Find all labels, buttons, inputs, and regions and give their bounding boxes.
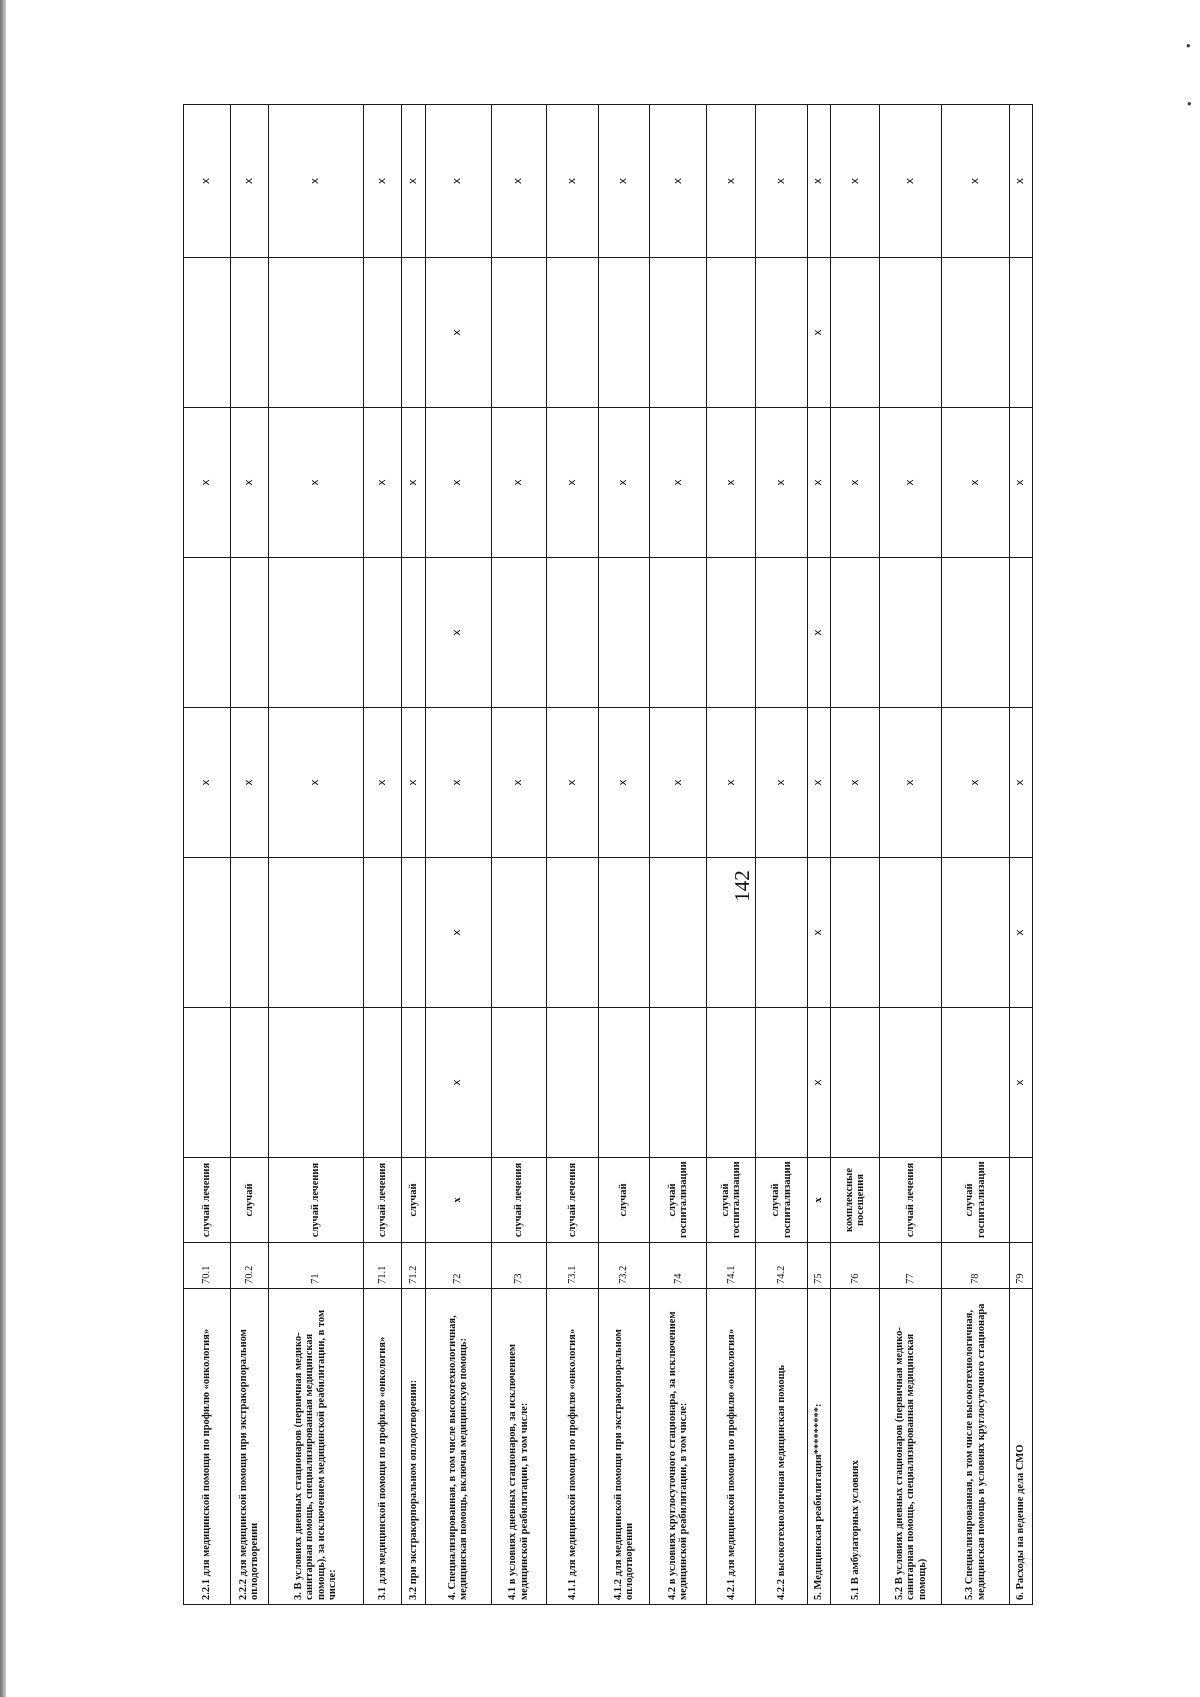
table-cell: х bbox=[425, 558, 491, 708]
table-cell bbox=[184, 1008, 231, 1158]
row-number: 78 bbox=[942, 1243, 1009, 1289]
row-name: 4.2.2 высокотехнологичная медицинская помощь bbox=[756, 1289, 808, 1605]
table-cell: х bbox=[598, 105, 650, 258]
table-cell bbox=[1009, 558, 1032, 708]
row-name: 2.2.2 для медицинской помощи при экстракорпоральном оплодотворении bbox=[230, 1289, 269, 1605]
table-cell bbox=[756, 1008, 808, 1158]
table-cell bbox=[756, 558, 808, 708]
table-cell bbox=[547, 258, 599, 408]
table-cell: х bbox=[880, 708, 942, 858]
table-cell: х bbox=[269, 708, 363, 858]
table-cell bbox=[707, 858, 756, 1008]
table-cell: х bbox=[425, 858, 491, 1008]
table-row bbox=[269, 105, 363, 1605]
row-number: 70.2 bbox=[230, 1243, 269, 1289]
page-number: 142 bbox=[730, 870, 754, 902]
row-unit: случай лечения bbox=[269, 1158, 363, 1243]
row-number: 73.2 bbox=[598, 1243, 650, 1289]
table-cell bbox=[650, 858, 707, 1008]
row-unit bbox=[1009, 1158, 1032, 1243]
row-name: 5.3 Специализированная, в том числе высокотехнологичная, медицинская помощь в условиях круглосуточного стационара bbox=[942, 1289, 1009, 1605]
table-cell: х bbox=[425, 708, 491, 858]
table-row bbox=[363, 105, 402, 1605]
table-cell: х bbox=[808, 558, 831, 708]
table-cell: х bbox=[831, 408, 880, 558]
table-cell: х bbox=[547, 105, 599, 258]
table-cell: х bbox=[808, 1008, 831, 1158]
table-cell: х bbox=[184, 708, 231, 858]
table-cell bbox=[756, 258, 808, 408]
table-row bbox=[491, 105, 547, 1605]
table-cell bbox=[402, 1008, 425, 1158]
row-number: 74 bbox=[650, 1243, 707, 1289]
table-cell bbox=[942, 558, 1009, 708]
table-cell: х bbox=[184, 408, 231, 558]
table-cell: х bbox=[756, 708, 808, 858]
table-cell bbox=[184, 858, 231, 1008]
row-number: 73 bbox=[491, 1243, 547, 1289]
table-cell bbox=[880, 258, 942, 408]
table-cell bbox=[707, 258, 756, 408]
row-unit: случай госпитализации bbox=[756, 1158, 808, 1243]
table-cell bbox=[491, 1008, 547, 1158]
table-cell bbox=[831, 1008, 880, 1158]
table-cell bbox=[269, 858, 363, 1008]
row-name: 4.1.1 для медицинской помощи по профилю «онкология» bbox=[547, 1289, 599, 1605]
table-cell bbox=[598, 1008, 650, 1158]
row-number: 70.1 bbox=[184, 1243, 231, 1289]
table-cell bbox=[230, 558, 269, 708]
table-cell bbox=[230, 258, 269, 408]
table-cell: х bbox=[650, 408, 707, 558]
table-cell bbox=[880, 1008, 942, 1158]
table-cell bbox=[831, 258, 880, 408]
table-cell bbox=[598, 558, 650, 708]
table-cell: х bbox=[942, 408, 1009, 558]
table-cell: х bbox=[880, 408, 942, 558]
table-cell bbox=[880, 558, 942, 708]
row-unit: х bbox=[425, 1158, 491, 1243]
table-cell: х bbox=[491, 105, 547, 258]
table-cell bbox=[230, 1008, 269, 1158]
table-row bbox=[756, 105, 808, 1605]
table-cell: х bbox=[831, 105, 880, 258]
table-cell: х bbox=[707, 105, 756, 258]
table-cell bbox=[363, 558, 402, 708]
table-cell bbox=[184, 258, 231, 408]
table-cell: х bbox=[425, 105, 491, 258]
table-cell: х bbox=[269, 408, 363, 558]
table-cell bbox=[230, 858, 269, 1008]
table-cell bbox=[650, 258, 707, 408]
table-cell: х bbox=[942, 708, 1009, 858]
table-cell: х bbox=[756, 408, 808, 558]
table-cell bbox=[942, 1008, 1009, 1158]
table-row bbox=[808, 105, 831, 1605]
table-cell bbox=[598, 258, 650, 408]
row-number: 77 bbox=[880, 1243, 942, 1289]
row-number: 74.2 bbox=[756, 1243, 808, 1289]
table-cell: х bbox=[491, 408, 547, 558]
row-number: 75 bbox=[808, 1243, 831, 1289]
table-row bbox=[880, 105, 942, 1605]
row-name: 3.1 для медицинской помощи по профилю «онкология» bbox=[363, 1289, 402, 1605]
row-unit: случай госпитализации bbox=[942, 1158, 1009, 1243]
table-cell: х bbox=[831, 708, 880, 858]
table-cell: х bbox=[491, 708, 547, 858]
row-unit: случай bbox=[230, 1158, 269, 1243]
table-cell bbox=[363, 1008, 402, 1158]
row-unit: случай bbox=[402, 1158, 425, 1243]
table-cell bbox=[831, 858, 880, 1008]
table-cell: х bbox=[402, 708, 425, 858]
table-cell: х bbox=[707, 708, 756, 858]
table-cell: х bbox=[1009, 1008, 1032, 1158]
table-cell bbox=[756, 858, 808, 1008]
table-cell bbox=[402, 558, 425, 708]
table-cell bbox=[547, 1008, 599, 1158]
table-cell bbox=[269, 258, 363, 408]
row-number: 76 bbox=[831, 1243, 880, 1289]
table-cell bbox=[491, 258, 547, 408]
row-name: 5.2 В условиях дневных стационаров (первичная медико-санитарная помощь, специализированная медицинская помощь) bbox=[880, 1289, 942, 1605]
table-cell: х bbox=[402, 105, 425, 258]
row-number: 79 bbox=[1009, 1243, 1032, 1289]
row-unit: комплексные посещения bbox=[831, 1158, 880, 1243]
table-row bbox=[942, 105, 1009, 1605]
table-row bbox=[230, 105, 269, 1605]
row-unit: случай лечения bbox=[880, 1158, 942, 1243]
row-number: 71 bbox=[269, 1243, 363, 1289]
table-cell: х bbox=[808, 408, 831, 558]
row-unit: случай лечения bbox=[547, 1158, 599, 1243]
table-cell: х bbox=[598, 708, 650, 858]
row-name: 5. Медицинская реабилитация*********: bbox=[808, 1289, 831, 1605]
table-cell bbox=[1009, 258, 1032, 408]
table-cell: х bbox=[808, 858, 831, 1008]
table-cell: х bbox=[402, 408, 425, 558]
row-name: 4.2 в условиях круглосуточного стационара, за исключением медицинской реабилитации, в том числе: bbox=[650, 1289, 707, 1605]
financing-table bbox=[183, 105, 1200, 1600]
row-unit: случай госпитализации bbox=[650, 1158, 707, 1243]
table-cell: х bbox=[425, 1008, 491, 1158]
table-cell bbox=[598, 858, 650, 1008]
table-cell bbox=[547, 558, 599, 708]
row-unit: случай лечения bbox=[363, 1158, 402, 1243]
table-cell: х bbox=[942, 105, 1009, 258]
table-cell: х bbox=[547, 708, 599, 858]
table-row bbox=[547, 105, 599, 1605]
row-unit: х bbox=[808, 1158, 831, 1243]
row-name: 4.1.2 для медицинской помощи при экстракорпоральном оплодотворении bbox=[598, 1289, 650, 1605]
table-row bbox=[598, 105, 650, 1605]
row-name: 5.1 В амбулаторных условиях bbox=[831, 1289, 880, 1605]
table-cell: х bbox=[756, 105, 808, 258]
table-cell bbox=[650, 558, 707, 708]
table-cell bbox=[363, 858, 402, 1008]
table-cell: х bbox=[547, 408, 599, 558]
table-cell: х bbox=[230, 708, 269, 858]
table-cell: х bbox=[1009, 105, 1032, 258]
table-row bbox=[831, 105, 880, 1605]
table-cell bbox=[942, 258, 1009, 408]
table-cell: х bbox=[230, 105, 269, 258]
table-cell bbox=[707, 558, 756, 708]
row-name: 4.2.1 для медицинской помощи по профилю «онкология» bbox=[707, 1289, 756, 1605]
table-cell: х bbox=[650, 105, 707, 258]
table-cell: х bbox=[363, 105, 402, 258]
table-cell bbox=[707, 1008, 756, 1158]
table-cell: х bbox=[363, 408, 402, 558]
table-cell: х bbox=[808, 708, 831, 858]
row-number: 71.1 bbox=[363, 1243, 402, 1289]
row-number: 71.2 bbox=[402, 1243, 425, 1289]
table-cell: х bbox=[1009, 408, 1032, 558]
table-cell bbox=[363, 258, 402, 408]
table-cell: х bbox=[808, 105, 831, 258]
row-number: 73.1 bbox=[547, 1243, 599, 1289]
table-cell bbox=[547, 858, 599, 1008]
table-cell bbox=[184, 558, 231, 708]
row-unit: случай госпитализации bbox=[707, 1158, 756, 1243]
scan-mark: • bbox=[1187, 96, 1192, 111]
table-cell bbox=[942, 858, 1009, 1008]
table-cell: х bbox=[808, 258, 831, 408]
table-cell bbox=[269, 1008, 363, 1158]
row-unit: случай лечения bbox=[491, 1158, 547, 1243]
row-unit: случай bbox=[598, 1158, 650, 1243]
table-row bbox=[1009, 105, 1032, 1605]
table-cell: х bbox=[425, 408, 491, 558]
table-cell: х bbox=[707, 408, 756, 558]
table-cell bbox=[491, 858, 547, 1008]
table-cell bbox=[269, 558, 363, 708]
row-name: 3. В условиях дневных стационаров (первичная медико-санитарная помощь, специализированная медицинская помощь), за исключением медицинской реабилитации, в том числе: bbox=[269, 1289, 363, 1605]
table-cell bbox=[491, 558, 547, 708]
table-row bbox=[184, 105, 231, 1605]
table-cell bbox=[650, 1008, 707, 1158]
table-row bbox=[650, 105, 707, 1605]
scan-edge bbox=[0, 0, 6, 1697]
row-number: 74.1 bbox=[707, 1243, 756, 1289]
table-cell: х bbox=[650, 708, 707, 858]
table-cell bbox=[831, 558, 880, 708]
scan-mark: • bbox=[1186, 38, 1191, 53]
row-name: 4.1 в условиях дневных стационаров, за исключением медицинской реабилитации, в том числе: bbox=[491, 1289, 547, 1605]
table-row bbox=[402, 105, 425, 1605]
table-cell: х bbox=[425, 258, 491, 408]
row-name: 4. Специализированная, в том числе высокотехнологичная, медицинская помощь, включая медицинскую помощь: bbox=[425, 1289, 491, 1605]
table-row bbox=[707, 105, 756, 1605]
table-cell: х bbox=[184, 105, 231, 258]
table-cell: х bbox=[269, 105, 363, 258]
table-cell bbox=[402, 858, 425, 1008]
row-name: 2.2.1 для медицинской помощи по профилю «онкология» bbox=[184, 1289, 231, 1605]
table-cell: х bbox=[880, 105, 942, 258]
table-row bbox=[425, 105, 491, 1605]
row-name: 3.2 при экстракорпоральном оплодотворении: bbox=[402, 1289, 425, 1605]
row-unit: случай лечения bbox=[184, 1158, 231, 1243]
table-cell: х bbox=[363, 708, 402, 858]
table-cell bbox=[880, 858, 942, 1008]
table-cell: х bbox=[1009, 858, 1032, 1008]
row-number: 72 bbox=[425, 1243, 491, 1289]
table bbox=[183, 104, 1033, 1605]
table-cell: х bbox=[1009, 708, 1032, 858]
row-name: 6. Расходы на ведение дела СМО bbox=[1009, 1289, 1032, 1605]
table-cell: х bbox=[230, 408, 269, 558]
table-cell: х bbox=[598, 408, 650, 558]
table-cell bbox=[402, 258, 425, 408]
